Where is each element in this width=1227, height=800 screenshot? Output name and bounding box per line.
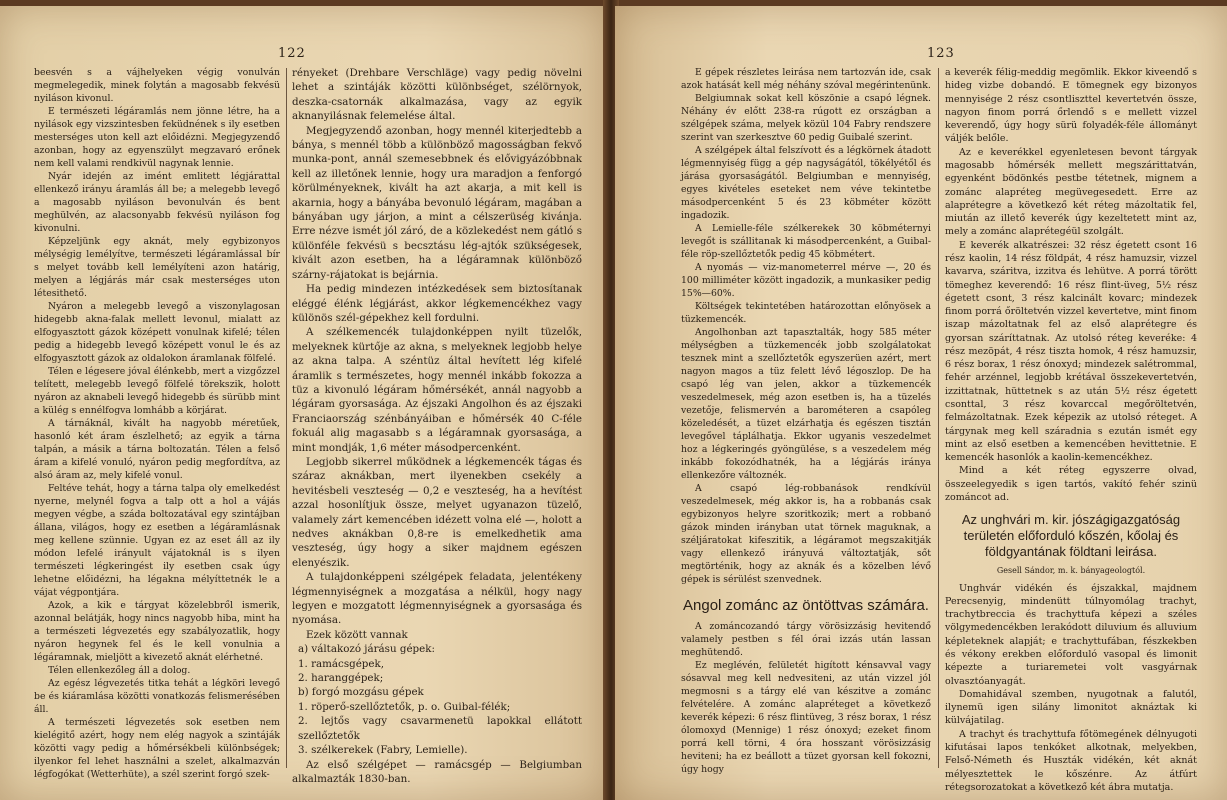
article-heading-zomanc: Angol zománc az öntöttvas számára. bbox=[683, 597, 929, 614]
list-item: 1. röperő-szellőztetők, p. o. Guibal-félék; bbox=[298, 700, 511, 713]
paragraph: Az e keverékkel egyenletesen bevont tárgyak magosabb hőmérsék mellett megszárittatván, egyenként bödönkés pestbe tétetnek, mignem a zománc alapréteg megüvegesedett. Erre az alaprétegre a következő két réteg mázoltatik fel, miután az illető keverék úgy kezeltetett mint az, mely a zománc alaprétegéül szolgált. bbox=[945, 146, 1197, 238]
list-item: 2. haranggépek; bbox=[298, 672, 384, 685]
paragraph: Azok, a kik e tárgyat közelebbről ismerik, azonnal belátják, hogy nincs nagyobb hiba, mint ha a természeti légvezetés egy szabályozatlik, hogy nyáron hegynek fel és le kell vonulnia a légáramnak, mieljött a kivezető aknát elérhetné. bbox=[34, 600, 280, 663]
paragraph: A trachyt és trachyttufa főtömegének délnyugoti kifutásai lapos tenkóket alkotnak, melyekben, Felső-Németh és Huszták vidékén, két aknát mélyesztettek le kőszénre. Az átfúrt rétegsorozatokat a következő két ábra mutatja. bbox=[945, 728, 1197, 793]
paragraph: A szélkemencék tulajdonképpen nyilt tüzelők, melyeknek kürtője az akna, s melyeknek legjobb helye az akna talpa. A széntüz által hevített lég kifelé áramlik s természetes, hogy mennél inkább fokozza a tüz a kivonuló légáram hőmérsékét, annál nagyobb a légáram gyorsasága. Az éjszaki Angolhon és az éjszaki Franciaország szénbányáiban e hőmérsék 40 C-féle fokuál alig magasabb s a légáramnak gyorsasága, a mint mondják, 1,6 méter másodpercenként. bbox=[292, 326, 582, 454]
paragraph: Feltéve tehát, hogy a tárna talpa oly emelkedést nyerne, melynél fogva a talp ott a hol a vájás megyen végbe, a száda boltozatával egy szintájban állana, világos, hogy ez esetben a légáramlásnak meg kellene szünnie. Ugyan ez az eset áll az ily módon lefelé irányult vájatoknál is s ilyen természeti légkeringést ily esetben csak úgy lehetne előidézni, ha légakna mélyíttetnék le a vájat végpontjára. bbox=[34, 483, 280, 598]
paragraph: E természeti légáramlás nem jönne létre, ha a nyilások egy vizszintesben feküdnének s ily esetben mesterséges uton kell azt előidézni. Megjegyzendő azonban, hogy az egyenszülyt megzavaró erőnek nem kell valami rendkivül nagynak lennie. bbox=[34, 106, 280, 169]
paragraph: Angolhonban azt tapasztalták, hogy 585 méter mélységben a tüzkemencék jobb szolgálatokat tesznek mint a szellőztetők egyszerüen azért, mert nagyon magos a tüz felett lévő légoszlop. De ha csapó lég van jelen, akkor a tüzkemencék veszedelmesek, még azon esetben is, ha a tüzelés vezetője, felismervén a barométeren a csapóleg közeledését, a tüzet elzárhatja és egészen tisztán levegővel táplálhatja. Ekkor ugyanis veszedelmet hoz a légkeringés gyöngülése, s a veszedelem még inkább fokozódhatnék, ha a légjárás iránya ellenkezőre változnék. bbox=[681, 327, 931, 481]
page-number-right: 123 bbox=[927, 46, 955, 61]
paragraph: A tulajdonképpeni szélgépek feladata, jelentékeny légmennyiségnek a mozgatása a nélkül, hogy nagy legyen e mozgatott légmennyiségnek a gyorsasága és nyomása. bbox=[292, 571, 582, 627]
paragraph: A csapó lég-robbanások rendkívül veszedelmesek, még akkor is, ha a robbanás csak egybizonyos helyre szoritkozik; mert a robbanó gázok minden irányban utat törnek maguknak, a széljáratokat kifeszitik, a légáramot megszakitják vagy ellenkező irányuvá változtatják, sőt megtörténik, hogy az aknák és a közelben lévő gépek is sérülést szenvednek. bbox=[681, 483, 931, 585]
article-heading-unghvar: Az unghvári m. kir. jószágigazgatóság területén előforduló kőszén, kőolaj és földgyantának földtani leirása. bbox=[961, 512, 1181, 560]
paragraph: Unghvár vidékén és éjszakkal, majdnem Perecsenyig, mindenütt túlnyomólag trachyt, trachytbreccia és trachyttufa képezi a széles völgymedencékben lerakódott diluvium és alluvium képleteknek alapját; e trachyttufában, fészkekben és vékony erekben előforduló vasopal és limonit képezte a turiaremetei volt vasgyárnak olvasztóanyagát. bbox=[945, 582, 1197, 687]
paragraph: A zománcozandó tárgy vörösizzásig hevitendő valamely pestben s fél órai izzás után lassan meghütendő. bbox=[681, 621, 931, 658]
paragraph: Ezek között vannak bbox=[306, 628, 408, 641]
column-divider bbox=[286, 68, 287, 768]
paragraph: Képzeljünk egy aknát, mely egybizonyos mélységig lemélyítve, természeti légáramlással bír s melyet tovább kell lemélyíteni azon határig, melyen a légjárás már csak mesterséges uton létesithető. bbox=[34, 236, 280, 299]
list-item: 3. szélkerekek (Fabry, Lemielle). bbox=[298, 744, 468, 757]
paragraph: Nyáron a melegebb levegő a viszonylagosan hidegebb akna-falak mellett levonul, mialatt az elfogyasztott gázok középett vonulnak kifelé; télen pedig a hidegebb levegő középett vonul le és az elfogyasztott gázok az oldalokon áramlanak fölfelé. bbox=[34, 301, 280, 364]
left-column-2 bbox=[292, 66, 582, 786]
list-item: 2. lejtős vagy csavarmenetü lapokkal ellátott szellőztetők bbox=[298, 715, 582, 742]
paragraph: A nyomás — viz-manometerrel mérve —, 20 és 100 milliméter között ingadozik, a munkasiker pedig 15%—60%. bbox=[681, 262, 931, 299]
paragraph: E gépek részletes leirása nem tartozván ide, csak azok hatását kell még néhány szóval megérintenünk. bbox=[681, 67, 931, 91]
list-item: a) váltakozó járásu gépek: bbox=[298, 643, 435, 656]
paragraph: a keverék félig-meddig megömlik. Ekkor kiveendő s hideg vizbe dobandó. E tömegnek egy bizonyos mennyisége 2 rész csontliszttel kevertetvén össze, nagyon finom porrá őrlendő s e mellett vizzel keverendő, úgy hogy sürü folyadék-féle állományt váljék belőle. bbox=[945, 67, 1197, 145]
page-number-left: 122 bbox=[278, 46, 306, 61]
paragraph: A tárnáknál, kivált ha nagyobb méretűek, hasonló két áram észlelhető; az egyik a tárna talpán, a másik a tárna boltozatán. Télen a felső áram a kifelé vonuló, nyáron pedig megfordítva, az alsó áram az, mely kifelé vonul. bbox=[34, 418, 280, 481]
paragraph: Megjegyzendő azonban, hogy mennél kiterjedtebb a bánya, s mennél több a különböző magosságban fekvő munka-pont, annál szemesebbnek és elővigyázóbbnak kell az illetőnek lennie, hogy ura maradjon a fenforgó körülményeknek, kivált ha azt akarja, a mit kell is akarnia, hogy a bányába bevonuló légáram, magában a bányában ugy járjon, a mint a célszerüség kivánja. Erre nézve ismét jól záró, de a közlekedést nem gátló s különféle fekvésü s becsztásu lég-ajtók szükségesek, kivált azon esetben, ha a légáramnak különböző szárny-rájatokat is bejárnia. bbox=[292, 124, 582, 281]
paragraph: Domahidával szemben, nyugotnak a falutól, ilynemü igen silány limonitot aknáztak ki külvájatilag. bbox=[945, 688, 1197, 727]
paragraph: Mind a két réteg egyszerre olvad, összeelegyedik s igen tartós, vakító fehér szinü zománcot ad. bbox=[945, 465, 1197, 503]
author-byline: Gesell Sándor, m. k. bányageologtól. bbox=[996, 566, 1146, 576]
list-item: 1. ramácsgépek, bbox=[298, 657, 384, 670]
left-column-1 bbox=[34, 66, 280, 781]
right-page bbox=[615, 6, 1227, 800]
paragraph: Ez meglévén, felületét higított kénsavval vagy sósavval meg kell nedvesiteni, az után vizzel jól megmosni s a tárgy elé van készitve a zománc felvételére. A zománc alapréteget a következő keverék képezi: 6 rész flintüveg, 3 rész borax, 1 rész ólomoxyd (Mennige) 1 rész ónoxyd; ezeket finom porrá kell törni, 4 óra hosszant vörösizzásig heviteni; ha ez beállott a tüzet gyorsan kell fokozni, úgy hogy bbox=[681, 660, 931, 775]
paragraph: Ha pedig mindezen intézkedések sem biztosítanak eléggé élénk légjárást, akkor légkemencékhez vagy különös szél-gépekhez kell fordulni. bbox=[292, 283, 582, 324]
paragraph: A természeti légvezetés sok esetben nem kielégitő azért, hogy nem elég nagyok a szintáják közötti vagy pedig a hőmérsékbeli különbségek; ilyenkor fel lehet használni a szelet, alkalmazván légfogókat (Wetterhüte), a szél szerint forgó szek- bbox=[34, 717, 280, 780]
list-item: b) forgó mozgásu gépek bbox=[298, 686, 424, 699]
paragraph: Belgiumnak sokat kell köszönie a csapó légnek. Néhány év előtt 238-ra rúgott ez országban a szélgépek száma, melyek közül 104 Fabry rendszere szerint van szerkesztve 60 pedig Guibalé szerint. bbox=[681, 93, 931, 143]
right-column-1 bbox=[681, 66, 931, 776]
paragraph: Az első szélgépet — ramácsgép — Belgiumban alkalmazták 1830-ban. bbox=[292, 758, 582, 785]
paragraph: rényeket (Drehbare Verschläge) vagy pedig növelni lehet a szintáják közötti különbséget, szélörnyok, deszka-csatornák alkalmazása, vagy az egyik aknanyilásnak felemelése által. bbox=[292, 67, 582, 123]
paragraph: beesvén s a vájhelyeken végig vonulván megmelegedik, minek folytán a magosabb fekvésü nyiláson kivonul. bbox=[34, 67, 280, 104]
paragraph: Télen ellenkezőleg áll a dolog. bbox=[48, 665, 191, 676]
paragraph: Költségek tekintetében határozottan előnyösek a tüzkemencék. bbox=[681, 301, 931, 325]
column-divider bbox=[938, 68, 939, 768]
paragraph: Télen e légesere jóval élénkebb, mert a vizgőzzel telített, melegebb levegő fölfelé törekszik, holott nyáron az aknabeli levegő hidegebb és sürübb mint a külég s ennélfogva lomhább a körjárat. bbox=[34, 366, 280, 416]
paragraph: E keverék alkatrészei: 32 rész égetett csont 16 rész kaolin, 14 rész földpát, 4 rész hamuzsir, vizzel kavarva, száritva, izzitva és lehütve. A porrá törött tömeghez keverendő: 16 rész flint-üveg, 5½ rész égetett csont, 3 rész kalcinált kovarc; mindezek finom porrá őröltetvén vizzel kevertetve, mint finom iszap mázoltatnak fel az első alaprétegre és gyorsan száríttatnak. Az utolsó réteg keveréke: 4 rész mezöpát, 4 rész tiszta homok, 4 rész hamuzsir, 6 rész borax, 1 rész ónoxyd; mindezek salétrommal, fehér arzénnel, legjobb krétával összekevertetvén, izzittatnak, hüttetnek s az után 5½ rész égetett csonttal, 3 rész kovarccal megőröltetvén, felmázoltatnak. Ezek képezik az utolsó réteget. A tárgynak meg kell száradnia s ezután ismét egy mint az első esetben a kemencében hevittetnie. E kemencék hasonlók a kaolin-kemencékhez. bbox=[945, 239, 1197, 464]
paragraph: A Lemielle-féle szélkerekek 30 köbméternyi levegőt is szállitanak ki másodpercenként, a Guibal-féle röp-szellőztetők pedig 45 köbmétert. bbox=[681, 223, 931, 260]
paragraph: A szélgépek által felszívott és a légkörnek átadott légmennyiség függ a gép nagyságától, tökélyétől és járása gyorsaságától. Belgiumban e mennyiség, egyes kivételes eseteket nem véve tekintetbe másodpercenként 5 és 23 köbméter között ingadozik. bbox=[681, 145, 931, 221]
left-page bbox=[0, 6, 607, 800]
paragraph: Az egész légvezetés titka tehát a légköri levegő be és kiáramlása közötti vonatkozás felismerésében áll. bbox=[34, 678, 280, 715]
paragraph: Nyár idején az imént emlitett légjárattal ellenkező irányu áramlás áll be; a melegebb levegő a magosabb nyiláson bevonulván és bent meghülvén, az alacsonyabb fekvésü nyiláson fog kivonulni. bbox=[34, 171, 280, 234]
paragraph: Legjobb sikerrel működnek a légkemencék tágas és száraz aknákban, mert ilyenekben csekély a hevitésbeli veszteség — 0,2 e veszteség, ha a hevítést azzal hosonlítjuk össze, melyet ugyanazon tüzelő, valamely zárt kemencében idézett volna elé —, holott a nedves aknákban 0,8-re is emelkedhetik ama veszteség, úgy hogy a siker majdnem egészen elenyészik. bbox=[292, 455, 582, 569]
right-column-2 bbox=[945, 66, 1197, 794]
